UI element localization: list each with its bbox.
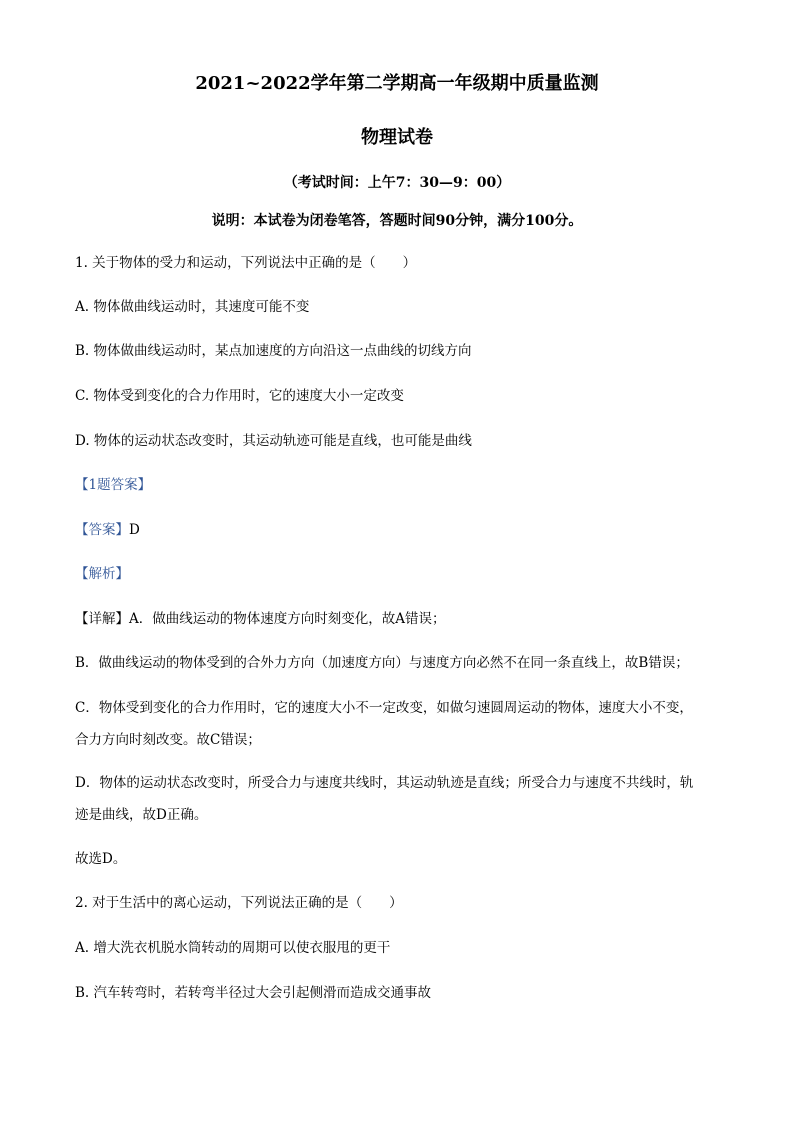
- question-2-stem: 2. 对于生活中的离心运动，下列说法正确的是（ ）: [75, 895, 403, 911]
- detail-b: B．做曲线运动的物体受到的合外力方向（加速度方向）与速度方向必然不在同一条直线上，故B错误；: [75, 655, 689, 671]
- detail-a-line: [75, 610, 446, 628]
- question-2-option-a: A. 增大洗衣机脱水筒转动的周期可以使衣服甩的更干: [75, 940, 391, 956]
- analysis-label: 【解析】: [75, 566, 129, 582]
- question-1-option-b: B. 物体做曲线运动时，某点加速度的方向沿这一点曲线的切线方向: [75, 343, 472, 359]
- question-1-option-a: A. 物体做曲线运动时，其速度可能不变: [75, 299, 310, 315]
- detail-label: 【详解】: [75, 611, 129, 627]
- conclusion: 故选D。: [75, 851, 127, 867]
- detail-a: A．做曲线运动的物体速度方向时刻变化，故A错误；: [129, 611, 446, 627]
- answer-heading: 【1题答案】: [75, 477, 152, 493]
- detail-d-line-2: 迹是曲线，故D正确。: [75, 807, 208, 823]
- answer-label: 【答案】: [75, 522, 129, 538]
- detail-c-line-2: 合力方向时刻改变。故C错误；: [75, 732, 261, 748]
- exam-instructions: 说明：本试卷为闭卷笔答，答题时间90分钟，满分100分。: [211, 213, 583, 229]
- detail-c-line-1: C．物体受到变化的合力作用时，它的速度大小不一定改变，如做匀速圆周运动的物体，速度大小不变，: [75, 700, 693, 716]
- exam-title: 2021~2022学年第二学期高一年级期中质量监测: [195, 73, 599, 94]
- question-2-option-b: B. 汽车转弯时，若转弯半径过大会引起侧滑而造成交通事故: [75, 985, 432, 1001]
- question-1-option-c: C. 物体受到变化的合力作用时，它的速度大小一定改变: [75, 388, 404, 404]
- question-1-option-d: D. 物体的运动状态改变时，其运动轨迹可能是直线，也可能是曲线: [75, 433, 472, 449]
- question-1-stem: 1. 关于物体的受力和运动，下列说法中正确的是（ ）: [75, 255, 417, 271]
- detail-d-line-1: D．物体的运动状态改变时，所受合力与速度共线时，其运动轨迹是直线；所受合力与速度不共线时，轨: [75, 775, 694, 791]
- subject-title: 物理试卷: [361, 127, 433, 148]
- exam-time: （考试时间：上午7：30—9：00）: [283, 175, 511, 191]
- answer-line: [75, 521, 140, 539]
- answer-value: D: [129, 522, 140, 538]
